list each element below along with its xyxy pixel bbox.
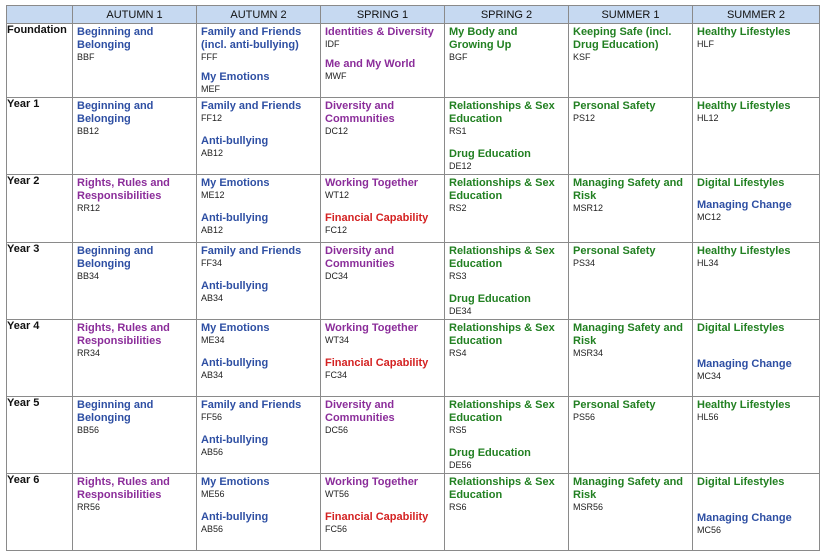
- topic-title: Managing Change: [697, 199, 792, 211]
- topic-title: Rights, Rules and Responsibilities: [77, 177, 170, 202]
- topic-title: Personal Safety: [573, 245, 656, 257]
- cell-spring-2: [445, 320, 569, 397]
- topic-title: Personal Safety: [573, 399, 656, 411]
- topic-title: Financial Capability: [325, 212, 429, 224]
- topic-title: Family and Friends (incl. anti-bullying): [201, 26, 302, 51]
- cell-summer-1: [569, 243, 693, 320]
- topic-code: DE56: [449, 460, 472, 470]
- topic-code: ME34: [201, 335, 225, 345]
- topic-code: BBF: [77, 52, 95, 62]
- topic-code: HL34: [697, 258, 719, 268]
- table-row: [7, 98, 820, 175]
- topic-title: Diversity and Communities: [325, 399, 395, 424]
- table-row: [7, 243, 820, 320]
- cell-autumn-2: [197, 98, 321, 175]
- topic-code: DC56: [325, 425, 349, 435]
- cell-summer-1: [569, 320, 693, 397]
- curriculum-table: [6, 5, 820, 551]
- topic-code: PS12: [573, 113, 596, 123]
- topic-code: DE34: [449, 306, 472, 316]
- header-spring-1: SPRING 1: [321, 6, 445, 24]
- topic-code: DC34: [325, 271, 349, 281]
- topic-code: MC34: [697, 371, 722, 381]
- topic-code: AB34: [201, 370, 224, 380]
- topic-code: AB12: [201, 225, 224, 235]
- topic-title: Diversity and Communities: [325, 100, 395, 125]
- topic-title: Financial Capability: [325, 357, 429, 369]
- cell-spring-1: [321, 243, 445, 320]
- topic-code: MC56: [697, 525, 722, 535]
- topic-title: Relationships & Sex Education: [449, 100, 555, 125]
- topic-title: Drug Education: [449, 447, 531, 459]
- cell-autumn-2: [197, 397, 321, 474]
- topic-title: Anti-bullying: [201, 212, 269, 224]
- cell-spring-2: [445, 474, 569, 551]
- topic-title: Anti-bullying: [201, 357, 269, 369]
- topic-title: My Emotions: [201, 476, 270, 488]
- row-label: Year 3: [7, 243, 73, 320]
- cell-summer-2: [693, 474, 820, 551]
- topic-title: Anti-bullying: [201, 135, 269, 147]
- topic-title: Keeping Safe (incl. Drug Education): [573, 26, 672, 51]
- topic-title: My Emotions: [201, 71, 270, 83]
- topic-code: FC12: [325, 225, 348, 235]
- topic-code: PS34: [573, 258, 596, 268]
- topic-title: Healthy Lifestyles: [697, 245, 791, 257]
- header-autumn-1: AUTUMN 1: [73, 6, 197, 24]
- cell-summer-1: [569, 175, 693, 243]
- topic-code: WT12: [325, 190, 350, 200]
- topic-title: Beginning and Belonging: [77, 26, 154, 51]
- topic-code: PS56: [573, 412, 596, 422]
- cell-summer-2: [693, 98, 820, 175]
- topic-title: Beginning and Belonging: [77, 399, 154, 424]
- topic-title: My Emotions: [201, 322, 270, 334]
- topic-code: MSR12: [573, 203, 604, 213]
- topic-title: Family and Friends: [201, 399, 302, 411]
- topic-code: BB56: [77, 425, 100, 435]
- topic-code: RS3: [449, 271, 467, 281]
- topic-code: RS6: [449, 502, 467, 512]
- topic-code: HL12: [697, 113, 719, 123]
- topic-title: Managing Safety and Risk: [573, 177, 684, 202]
- header-row: [7, 6, 820, 24]
- cell-summer-1: [569, 24, 693, 98]
- table-row: [7, 397, 820, 474]
- cell-spring-1: [321, 474, 445, 551]
- cell-summer-1: [569, 397, 693, 474]
- cell-autumn-1: [73, 98, 197, 175]
- cell-spring-2: [445, 175, 569, 243]
- table-row: [7, 24, 820, 98]
- topic-code: AB34: [201, 293, 224, 303]
- topic-title: Me and My World: [325, 58, 416, 70]
- topic-code: MSR56: [573, 502, 604, 512]
- topic-code: AB56: [201, 447, 224, 457]
- topic-title: Digital Lifestyles: [697, 177, 785, 189]
- topic-title: Identities & Diversity: [325, 26, 434, 38]
- topic-code: FF34: [201, 258, 223, 268]
- topic-code: ME12: [201, 190, 225, 200]
- topic-code: DE12: [449, 161, 472, 171]
- topic-title: Digital Lifestyles: [697, 476, 785, 488]
- topic-title: Managing Safety and Risk: [573, 322, 684, 347]
- topic-title: Beginning and Belonging: [77, 245, 154, 270]
- cell-autumn-1: [73, 397, 197, 474]
- topic-code: IDF: [325, 39, 340, 49]
- row-label: Year 5: [7, 397, 73, 474]
- cell-summer-1: [569, 474, 693, 551]
- cell-spring-2: [445, 98, 569, 175]
- header-corner: [7, 6, 73, 24]
- topic-code: FC34: [325, 370, 348, 380]
- cell-spring-1: [321, 320, 445, 397]
- cell-summer-2: [693, 243, 820, 320]
- topic-title: Relationships & Sex Education: [449, 322, 555, 347]
- topic-code: BB12: [77, 126, 100, 136]
- topic-code: KSF: [573, 52, 591, 62]
- cell-spring-2: [445, 397, 569, 474]
- topic-title: Anti-bullying: [201, 511, 269, 523]
- topic-code: WT56: [325, 489, 350, 499]
- topic-title: Relationships & Sex Education: [449, 177, 555, 202]
- topic-title: Drug Education: [449, 148, 531, 160]
- cell-summer-2: [693, 397, 820, 474]
- topic-code: FF12: [201, 113, 223, 123]
- topic-code: HL56: [697, 412, 719, 422]
- topic-title: Beginning and Belonging: [77, 100, 154, 125]
- topic-title: Managing Safety and Risk: [573, 476, 684, 501]
- cell-autumn-1: [73, 474, 197, 551]
- table-row: [7, 474, 820, 551]
- topic-title: Managing Change: [697, 512, 792, 524]
- topic-code: ME56: [201, 489, 225, 499]
- topic-title: Family and Friends: [201, 100, 302, 112]
- topic-title: Family and Friends: [201, 245, 302, 257]
- row-label: Foundation: [7, 24, 73, 98]
- cell-spring-1: [321, 24, 445, 98]
- table-row: [7, 320, 820, 397]
- topic-title: Drug Education: [449, 293, 531, 305]
- cell-autumn-1: [73, 243, 197, 320]
- topic-code: FFF: [201, 52, 218, 62]
- topic-code: RS4: [449, 348, 467, 358]
- topic-title: Managing Change: [697, 358, 792, 370]
- topic-title: Rights, Rules and Responsibilities: [77, 476, 170, 501]
- cell-autumn-2: [197, 243, 321, 320]
- cell-spring-1: [321, 98, 445, 175]
- topic-code: RS2: [449, 203, 467, 213]
- header-autumn-2: AUTUMN 2: [197, 6, 321, 24]
- cell-autumn-2: [197, 175, 321, 243]
- topic-title: Relationships & Sex Education: [449, 399, 555, 424]
- topic-code: FC56: [325, 524, 348, 534]
- topic-code: MSR34: [573, 348, 604, 358]
- topic-code: AB12: [201, 148, 224, 158]
- topic-title: Working Together: [325, 476, 419, 488]
- cell-autumn-1: [73, 24, 197, 98]
- topic-code: MEF: [201, 84, 220, 94]
- topic-code: FF56: [201, 412, 223, 422]
- cell-spring-2: [445, 24, 569, 98]
- topic-code: BB34: [77, 271, 100, 281]
- topic-title: Working Together: [325, 177, 419, 189]
- cell-summer-2: [693, 24, 820, 98]
- topic-title: Healthy Lifestyles: [697, 399, 791, 411]
- cell-autumn-1: [73, 175, 197, 243]
- header-spring-2: SPRING 2: [445, 6, 569, 24]
- topic-title: Working Together: [325, 322, 419, 334]
- topic-title: Relationships & Sex Education: [449, 476, 555, 501]
- topic-title: Financial Capability: [325, 511, 429, 523]
- topic-title: Healthy Lifestyles: [697, 100, 791, 112]
- topic-title: Anti-bullying: [201, 434, 269, 446]
- cell-summer-1: [569, 98, 693, 175]
- cell-summer-2: [693, 175, 820, 243]
- topic-code: RS5: [449, 425, 467, 435]
- header-summer-1: SUMMER 1: [569, 6, 693, 24]
- topic-title: Healthy Lifestyles: [697, 26, 791, 38]
- topic-title: Anti-bullying: [201, 280, 269, 292]
- topic-title: Relationships & Sex Education: [449, 245, 555, 270]
- header-summer-2: SUMMER 2: [693, 6, 820, 24]
- cell-spring-1: [321, 397, 445, 474]
- cell-spring-1: [321, 175, 445, 243]
- topic-code: RR34: [77, 348, 101, 358]
- cell-autumn-1: [73, 320, 197, 397]
- row-label: Year 6: [7, 474, 73, 551]
- topic-code: RS1: [449, 126, 467, 136]
- table-row: [7, 175, 820, 243]
- topic-code: DC12: [325, 126, 349, 136]
- topic-title: Personal Safety: [573, 100, 656, 112]
- topic-title: My Emotions: [201, 177, 270, 189]
- row-label: Year 4: [7, 320, 73, 397]
- cell-autumn-2: [197, 474, 321, 551]
- topic-code: BGF: [449, 52, 468, 62]
- row-label: Year 2: [7, 175, 73, 243]
- topic-title: Digital Lifestyles: [697, 322, 785, 334]
- topic-code: MC12: [697, 212, 722, 222]
- topic-code: RR12: [77, 203, 101, 213]
- topic-code: HLF: [697, 39, 715, 49]
- cell-spring-2: [445, 243, 569, 320]
- cell-summer-2: [693, 320, 820, 397]
- topic-title: My Body and Growing Up: [449, 26, 518, 51]
- row-label: Year 1: [7, 98, 73, 175]
- topic-code: MWF: [325, 71, 347, 81]
- topic-title: Diversity and Communities: [325, 245, 395, 270]
- topic-code: AB56: [201, 524, 224, 534]
- cell-autumn-2: [197, 320, 321, 397]
- topic-code: RR56: [77, 502, 101, 512]
- cell-autumn-2: [197, 24, 321, 98]
- topic-code: WT34: [325, 335, 350, 345]
- topic-title: Rights, Rules and Responsibilities: [77, 322, 170, 347]
